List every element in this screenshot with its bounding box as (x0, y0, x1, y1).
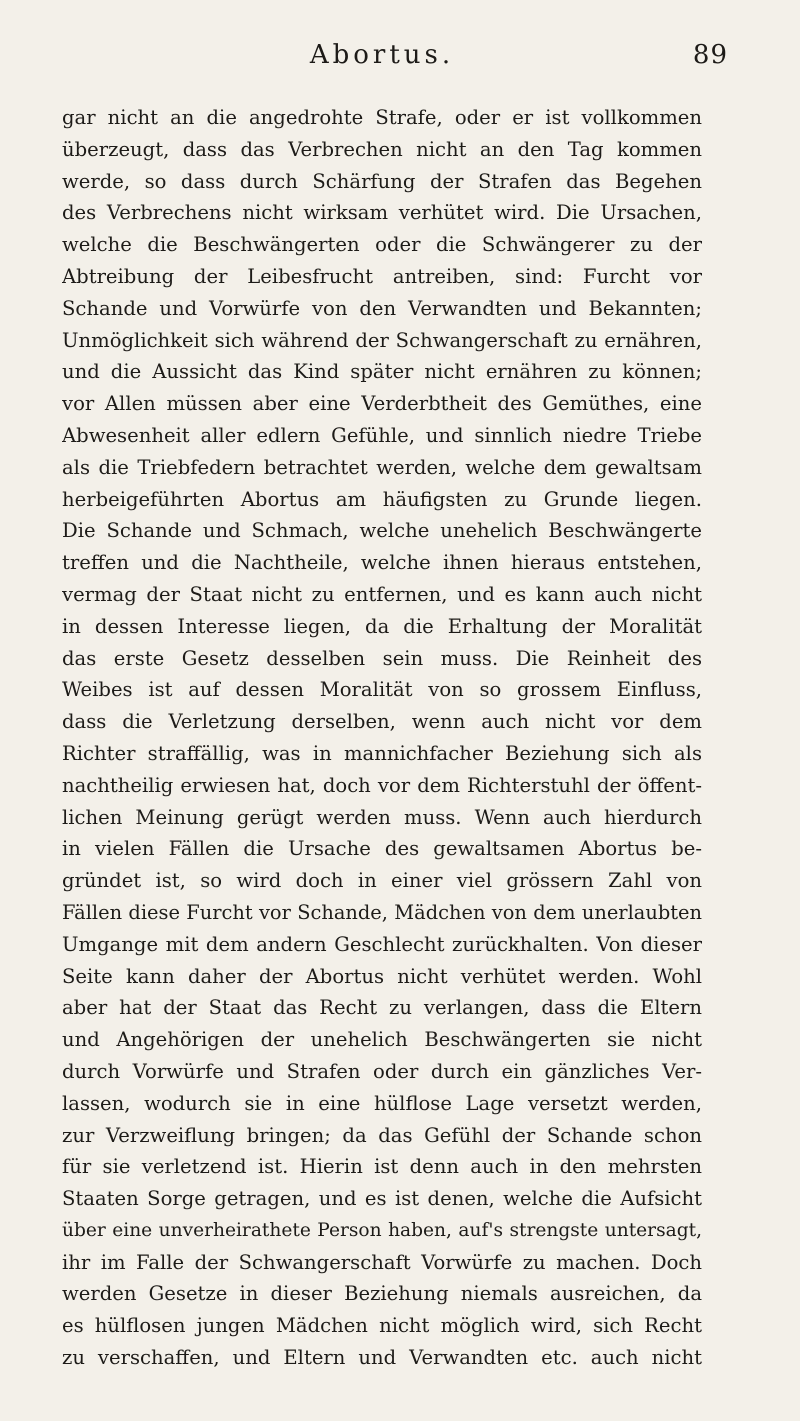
text-line: gründet ist, so wird doch in einer viel grössern Zahl von (62, 869, 702, 893)
text-line: gar nicht an die angedrohte Strafe, oder er ist vollkommen (62, 106, 702, 129)
body-text (62, 102, 702, 1374)
text-line: für sie verletzend ist. Hierin ist denn auch in den mehrsten (62, 1155, 702, 1179)
text-line: dass die Verletzung derselben, wenn auch nicht vor dem (62, 710, 702, 734)
text-line: Weibes ist auf dessen Moralität von so grossem Einfluss, (62, 678, 702, 702)
running-title: Abortus. (309, 40, 455, 70)
text-line: es hülflosen jungen Mädchen nicht möglich wird, sich Recht (62, 1314, 702, 1338)
text-line: werde, so dass durch Schärfung der Strafen das Begehen (62, 169, 702, 193)
text-line: Richter straffällig, was in mannichfacher Beziehung sich als (62, 741, 702, 765)
text-line: werden Gesetze in dieser Beziehung niemals ausreichen, da (62, 1282, 702, 1306)
text-line: Unmöglichkeit sich während der Schwangerschaft zu ernähren, (62, 328, 702, 352)
text-line: treffen und die Nachtheile, welche ihnen hieraus entstehen, (62, 551, 702, 575)
text-line: Abtreibung der Leibesfrucht antreiben, sind: Furcht vor (62, 264, 702, 288)
text-line: Fällen diese Furcht vor Schande, Mädchen von dem unerlaubten (62, 900, 702, 924)
text-line: als die Triebfedern betrachtet werden, welche dem gewaltsam (62, 455, 702, 479)
text-line: lassen, wodurch sie in eine hülflose Lage versetzt werden, (62, 1091, 702, 1115)
text-line: durch Vorwürfe und Strafen oder durch ein gänzliches Ver- (62, 1059, 702, 1083)
text-line: vor Allen müssen aber eine Verderbtheit des Gemüthes, eine (62, 392, 702, 416)
text-line: Umgange mit dem andern Geschlecht zurückhalten. Von dieser (62, 932, 702, 956)
page-header (62, 40, 728, 80)
text-line: aber hat der Staat das Recht zu verlangen, dass die Eltern (62, 996, 702, 1020)
text-line: lichen Meinung gerügt werden muss. Wenn auch hierdurch (62, 805, 702, 829)
text-line: nachtheilig erwiesen hat, doch vor dem Richterstuhl der öffent- (62, 773, 702, 797)
text-line: ihr im Falle der Schwangerschaft Vorwürfe zu machen. Doch (62, 1250, 702, 1274)
text-line: Abwesenheit aller edlern Gefühle, und sinnlich niedre Triebe (62, 423, 702, 447)
page-number: 89 (692, 40, 728, 70)
text-line: in dessen Interesse liegen, da die Erhaltung der Moralität (62, 614, 702, 638)
text-line: und Angehörigen der unehelich Beschwängerten sie nicht (62, 1028, 702, 1052)
text-line: zu verschaffen, und Eltern und Verwandten etc. auch nicht (62, 1346, 702, 1370)
text-line: überzeugt, dass das Verbrechen nicht an den Tag kommen (62, 137, 702, 161)
text-line: über eine unverheirathete Person haben, auf's strengste untersagt, (62, 1219, 702, 1241)
text-line: des Verbrechens nicht wirksam verhütet wird. Die Ursachen, (62, 201, 702, 225)
text-line: und die Aussicht das Kind später nicht ernähren zu können; (62, 360, 702, 384)
text-line: Seite kann daher der Abortus nicht verhütet werden. Wohl (62, 964, 702, 988)
text-line: Staaten Sorge getragen, und es ist denen, welche die Aufsicht (62, 1187, 702, 1211)
text-line: Schande und Vorwürfe von den Verwandten und Bekannten; (62, 296, 702, 320)
text-line: welche die Beschwängerten oder die Schwängerer zu der (62, 233, 702, 257)
text-line: vermag der Staat nicht zu entfernen, und es kann auch nicht (62, 582, 702, 606)
text-line: herbeigeführten Abortus am häufigsten zu Grunde liegen. (62, 487, 702, 511)
text-line: das erste Gesetz desselben sein muss. Die Reinheit des (62, 646, 702, 670)
text-line: zur Verzweiflung bringen; da das Gefühl der Schande schon (62, 1123, 702, 1147)
text-line: Die Schande und Schmach, welche unehelich Beschwängerte (62, 519, 702, 543)
text-line: in vielen Fällen die Ursache des gewaltsamen Abortus be- (62, 837, 702, 861)
